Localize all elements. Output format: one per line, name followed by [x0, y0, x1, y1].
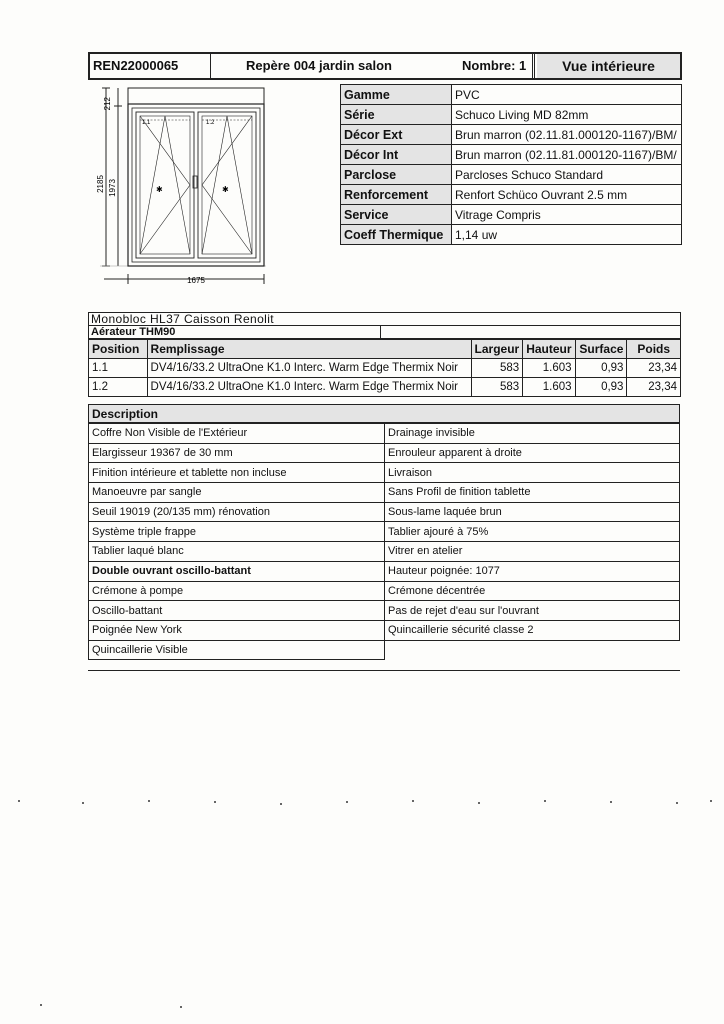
table-row: [89, 359, 681, 378]
remplissage-cell: DV4/16/33.2 UltraOne K1.0 Interc. Warm Edge Thermix Noir: [147, 359, 471, 378]
repere-label: Repère 004 jardin salon: [246, 58, 392, 73]
spec-value: Renfort Schüco Ouvrant 2.5 mm: [452, 185, 682, 205]
scan-speck: [412, 800, 414, 802]
reference-number: REN22000065: [93, 58, 179, 73]
list-item: [89, 483, 385, 503]
list-item: [385, 424, 680, 444]
list-item: [89, 424, 385, 444]
spec-label: Gamme: [341, 85, 452, 105]
description-item: Elargisseur 19367 de 30 mm: [89, 443, 385, 463]
scan-speck: [280, 803, 282, 805]
spec-value: PVC: [452, 85, 682, 105]
box-height-text: 212: [103, 97, 112, 111]
spec-value: 1,14 uw: [452, 225, 682, 245]
description-item: Crémone décentrée: [385, 581, 680, 601]
spec-row: [341, 185, 682, 205]
left-leaf: [136, 112, 194, 258]
aerateur-divider: [380, 326, 381, 338]
column-header-largeur: Largeur: [471, 340, 523, 359]
position-cell: 1.2: [89, 378, 148, 397]
list-item: [385, 542, 680, 562]
spec-label: Coeff Thermique: [341, 225, 452, 245]
description-item: Double ouvrant oscillo-battant: [89, 561, 385, 581]
scan-speck: [676, 802, 678, 804]
vue-label: Vue intérieure: [537, 54, 680, 78]
list-item: [385, 443, 680, 463]
list-item: [89, 640, 385, 660]
list-item: [89, 463, 385, 483]
description-item: Tablier laqué blanc: [89, 542, 385, 562]
list-item: [385, 620, 680, 640]
header-divider: [532, 54, 533, 78]
list-item: [89, 620, 385, 640]
spec-value: Schuco Living MD 82mm: [452, 105, 682, 125]
glass-icon: ✱: [156, 185, 163, 194]
column-header-position: Position: [89, 340, 148, 359]
description-item: Quincaillerie sécurité classe 2: [385, 620, 680, 640]
bottom-divider: [88, 670, 680, 671]
description-item: Sous-lame laquée brun: [385, 502, 680, 522]
document-header: [88, 52, 682, 80]
scan-speck: [148, 800, 150, 802]
column-header-surface: Surface: [575, 340, 627, 359]
scan-speck: [610, 801, 612, 803]
spec-label: Service: [341, 205, 452, 225]
spec-label: Série: [341, 105, 452, 125]
list-item: [385, 561, 680, 581]
positions-header-row: [89, 340, 681, 359]
description-item: Vitrer en atelier: [385, 542, 680, 562]
specs-table: [340, 84, 682, 245]
description-item: Finition intérieure et tablette non incluse: [89, 463, 385, 483]
description-item: Manoeuvre par sangle: [89, 483, 385, 503]
list-item: [89, 601, 385, 621]
scan-speck: [180, 1006, 182, 1008]
description-item: Poignée New York: [89, 620, 385, 640]
description-item: Quincaillerie Visible: [89, 640, 385, 660]
largeur-cell: 583: [471, 359, 523, 378]
window-drawing: [96, 84, 276, 290]
column-header-poids: Poids: [627, 340, 681, 359]
description-left-list: [88, 423, 385, 660]
spec-row: [341, 85, 682, 105]
description-item: Tablier ajouré à 75%: [385, 522, 680, 542]
scan-speck: [710, 800, 712, 802]
largeur-cell: 583: [471, 378, 523, 397]
total-height-text: 2185: [96, 175, 105, 193]
poids-cell: 23,34: [627, 378, 681, 397]
list-item: [385, 463, 680, 483]
scan-speck: [478, 802, 480, 804]
spec-value: Brun marron (02.11.81.000120-1167)/BM/: [452, 145, 682, 165]
shutter-box: [128, 88, 264, 104]
list-item: [385, 601, 680, 621]
surface-cell: 0,93: [575, 378, 627, 397]
description-item: Coffre Non Visible de l'Extérieur: [89, 424, 385, 444]
monobloc-label: Monobloc HL37 Caisson Renolit: [88, 312, 681, 325]
list-item: [385, 581, 680, 601]
positions-table: [88, 339, 681, 397]
description-item: Crémone à pompe: [89, 581, 385, 601]
description-item-empty: [385, 640, 680, 659]
spec-label: Renforcement: [341, 185, 452, 205]
list-item: [89, 522, 385, 542]
list-item: [89, 581, 385, 601]
spec-row: [341, 205, 682, 225]
list-item: [89, 443, 385, 463]
hauteur-cell: 1.603: [523, 359, 575, 378]
description-item: Oscillo-battant: [89, 601, 385, 621]
column-header-remplissage: Remplissage: [147, 340, 471, 359]
column-header-hauteur: Hauteur: [523, 340, 575, 359]
spec-value: Parcloses Schuco Standard: [452, 165, 682, 185]
spec-value: Vitrage Compris: [452, 205, 682, 225]
hauteur-cell: 1.603: [523, 378, 575, 397]
frame-height-text: 1973: [108, 179, 117, 197]
table-row: [89, 378, 681, 397]
surface-cell: 0,93: [575, 359, 627, 378]
scan-speck: [346, 801, 348, 803]
description-item: Seuil 19019 (20/135 mm) rénovation: [89, 502, 385, 522]
left-tilt-triangle: [140, 116, 190, 254]
spec-label: Parclose: [341, 165, 452, 185]
list-item: [89, 502, 385, 522]
spec-label: Décor Ext: [341, 125, 452, 145]
description-item: Livraison: [385, 463, 680, 483]
right-leaf-number: 1.2: [206, 120, 215, 126]
scan-speck: [214, 801, 216, 803]
header-divider: [210, 54, 211, 78]
list-item: [385, 483, 680, 503]
description-right-list: [384, 423, 680, 659]
position-cell: 1.1: [89, 359, 148, 378]
aerateur-row: [88, 325, 681, 339]
spec-row: [341, 165, 682, 185]
left-glazing: [140, 116, 190, 254]
list-item: [89, 561, 385, 581]
left-opening-triangle: [140, 116, 190, 254]
description-item: Système triple frappe: [89, 522, 385, 542]
scan-speck: [18, 800, 20, 802]
poids-cell: 23,34: [627, 359, 681, 378]
spec-row: [341, 125, 682, 145]
spec-value: Brun marron (02.11.81.000120-1167)/BM/: [452, 125, 682, 145]
description-item: Pas de rejet d'eau sur l'ouvrant: [385, 601, 680, 621]
description-title: Description: [88, 404, 680, 423]
left-leaf-number: 1.1: [142, 120, 151, 126]
remplissage-cell: DV4/16/33.2 UltraOne K1.0 Interc. Warm Edge Thermix Noir: [147, 378, 471, 397]
spec-row: [341, 105, 682, 125]
list-item-empty: [385, 640, 680, 659]
scan-speck: [544, 800, 546, 802]
spec-label: Décor Int: [341, 145, 452, 165]
list-item: [89, 542, 385, 562]
header-divider: [534, 54, 535, 78]
spec-row: [341, 145, 682, 165]
description-item: Hauteur poignée: 1077: [385, 561, 680, 581]
description-item: Enrouleur apparent à droite: [385, 443, 680, 463]
glass-icon: ✱: [222, 185, 229, 194]
scan-speck: [40, 1004, 42, 1006]
window-frame: [128, 104, 264, 266]
description-item: Drainage invisible: [385, 424, 680, 444]
list-item: [385, 502, 680, 522]
description-item: Sans Profil de finition tablette: [385, 483, 680, 503]
list-item: [385, 522, 680, 542]
scan-speck: [82, 802, 84, 804]
aerateur-label: Aérateur THM90: [91, 326, 176, 338]
spec-row: [341, 225, 682, 245]
width-text: 1675: [187, 276, 205, 285]
nombre-label: Nombre: 1: [462, 58, 527, 73]
